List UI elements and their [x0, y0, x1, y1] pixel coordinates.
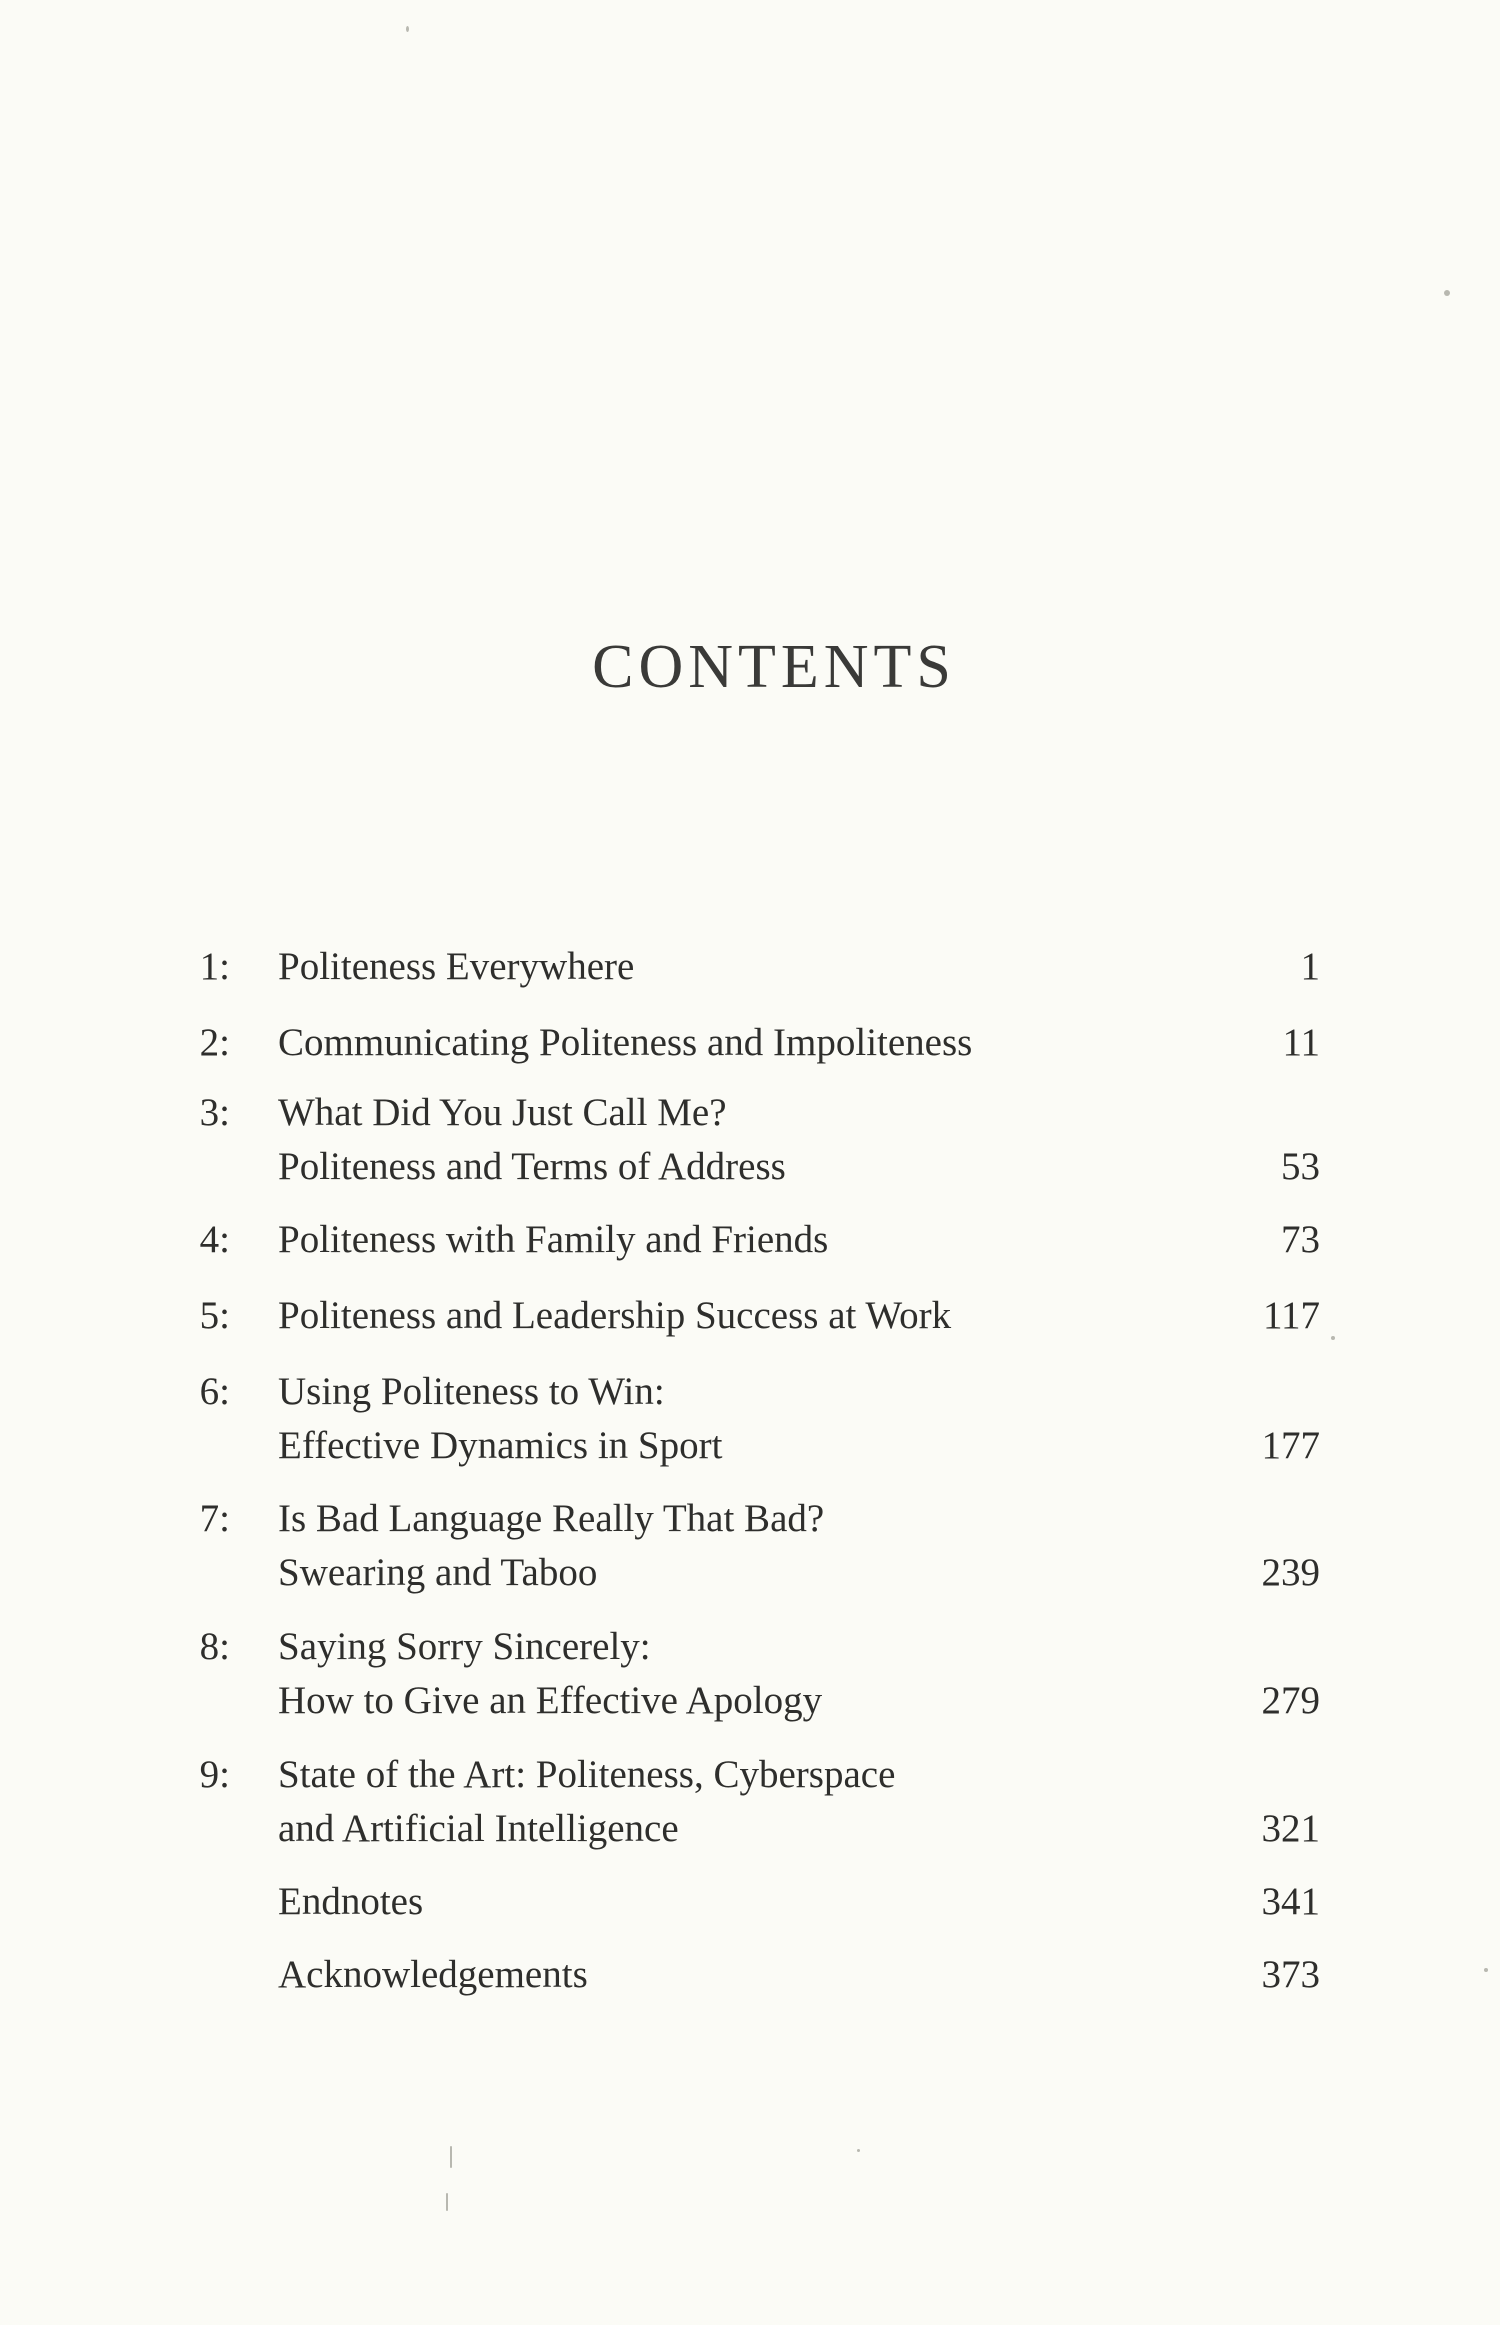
page-number: 279 — [1261, 1679, 1320, 1722]
chapter-title-line1: Saying Sorry Sincerely: — [278, 1625, 651, 1668]
chapter-number: 2: — [199, 1021, 230, 1064]
chapter-title — [278, 1365, 1178, 1473]
chapter-title-line2: How to Give an Effective Apology — [278, 1679, 823, 1722]
chapter-number: 6: — [199, 1370, 230, 1413]
chapter-title — [278, 1620, 1178, 1728]
chapter-title — [278, 1016, 1178, 1070]
section-title — [278, 1875, 1178, 1929]
scan-speck — [1444, 290, 1450, 296]
page-title: CONTENTS — [592, 633, 956, 701]
chapter-title-line2: and Artificial Intelligence — [278, 1807, 679, 1850]
page-number: 321 — [1261, 1807, 1320, 1850]
chapter-title — [278, 1289, 1178, 1343]
chapter-title-line1: Using Politeness to Win: — [278, 1370, 665, 1413]
chapter-title-line2: Politeness and Terms of Address — [278, 1145, 786, 1188]
page-number: 373 — [1261, 1953, 1320, 1996]
chapter-title — [278, 1492, 1178, 1600]
scan-speck — [1484, 1968, 1488, 1972]
chapter-title — [278, 1213, 1178, 1267]
section-title-line1: Acknowledgements — [278, 1953, 588, 1996]
chapter-title-line2: Swearing and Taboo — [278, 1551, 598, 1594]
chapter-title-line1: Politeness with Family and Friends — [278, 1218, 829, 1261]
chapter-number: 9: — [199, 1753, 230, 1796]
chapter-title-line1: What Did You Just Call Me? — [278, 1091, 727, 1134]
chapter-number: 1: — [199, 945, 230, 988]
page-number: 53 — [1281, 1145, 1320, 1188]
page-number: 11 — [1282, 1021, 1320, 1064]
section-title-line1: Endnotes — [278, 1880, 424, 1923]
chapter-title — [278, 1748, 1178, 1856]
page-number: 117 — [1262, 1294, 1320, 1337]
page-number: 73 — [1281, 1218, 1320, 1261]
scan-speck — [857, 2149, 860, 2152]
chapter-number: 5: — [199, 1294, 230, 1337]
page-number: 1 — [1300, 945, 1320, 988]
chapter-number: 7: — [199, 1497, 230, 1540]
scan-speck — [450, 2146, 452, 2168]
chapter-title-line1: Communicating Politeness and Impoliteness — [278, 1021, 973, 1064]
scan-speck — [406, 26, 409, 32]
section-title — [278, 1948, 1178, 2002]
page-number: 177 — [1261, 1424, 1320, 1467]
chapter-title-line1: Is Bad Language Really That Bad? — [278, 1497, 825, 1540]
chapter-title-line1: Politeness Everywhere — [278, 945, 635, 988]
chapter-title-line2: Effective Dynamics in Sport — [278, 1424, 723, 1467]
chapter-number: 3: — [199, 1091, 230, 1134]
chapter-title — [278, 1086, 1178, 1194]
chapter-number: 4: — [199, 1218, 230, 1261]
page-number: 341 — [1261, 1880, 1320, 1923]
chapter-title — [278, 940, 1178, 994]
chapter-title-line1: State of the Art: Politeness, Cyberspace — [278, 1753, 896, 1796]
chapter-number: 8: — [199, 1625, 230, 1668]
page-number: 239 — [1261, 1551, 1320, 1594]
chapter-title-line1: Politeness and Leadership Success at Work — [278, 1294, 952, 1337]
scan-speck — [1331, 1336, 1335, 1340]
scan-speck — [446, 2193, 448, 2211]
